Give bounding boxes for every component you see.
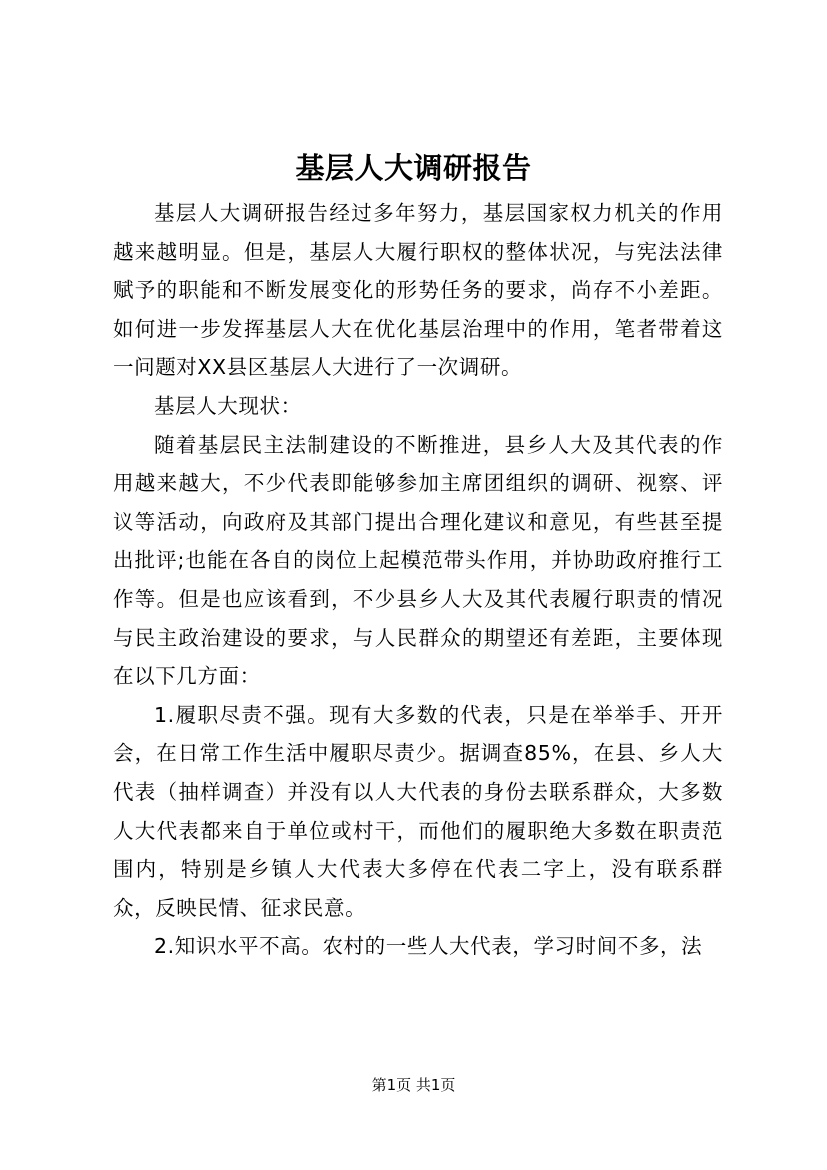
- paragraph-intro: 基层人大调研报告经过多年努力，基层国家权力机关的作用越来越明显。但是，基层人大履行职权的整体状况，与宪法法律赋予的职能和不断发展变化的形势任务的要求，尚存不小差距。如何进一步发挥基层人大在优化基层治理中的作用，笔者带着这一问题对XX县区基层人大进行了一次调研。: [113, 201, 723, 380]
- document-title: 基层人大调研报告: [295, 151, 532, 185]
- paragraph-current-status: 随着基层民主法制建设的不断推进，县乡人大及其代表的作用越来越大，不少代表即能够参加主席团组织的调研、视察、评议等活动，向政府及其部门提出合理化建议和意见，有些甚至提出批评;也能在各自的岗位上起模范带头作用，并协助政府推行工作等。但是也应该看到，不少县乡人大及其代表履行职责的情况与民主政治建设的要求，与人民群众的期望还有差距，主要体现在以下几方面：: [113, 432, 723, 689]
- document-body: [113, 194, 723, 966]
- page-footer: 第1页 共1页: [371, 1076, 456, 1094]
- paragraph-point-1: 1.履职尽责不强。现有大多数的代表，只是在举举手、开开会，在日常工作生活中履职尽责少。据调查85%，在县、乡人大代表（抽样调查）并没有以人大代表的身份去联系群众，大多数人大代表都来自于单位或村干，而他们的履职绝大多数在职责范围内，特别是乡镇人大代表大多停在代表二字上，没有联系群众，反映民情、征求民意。: [113, 702, 723, 920]
- paragraph-point-2: 2.知识水平不高。农村的一些人大代表，学习时间不多，法: [154, 934, 703, 959]
- paragraph-section-heading: 基层人大现状：: [154, 393, 302, 418]
